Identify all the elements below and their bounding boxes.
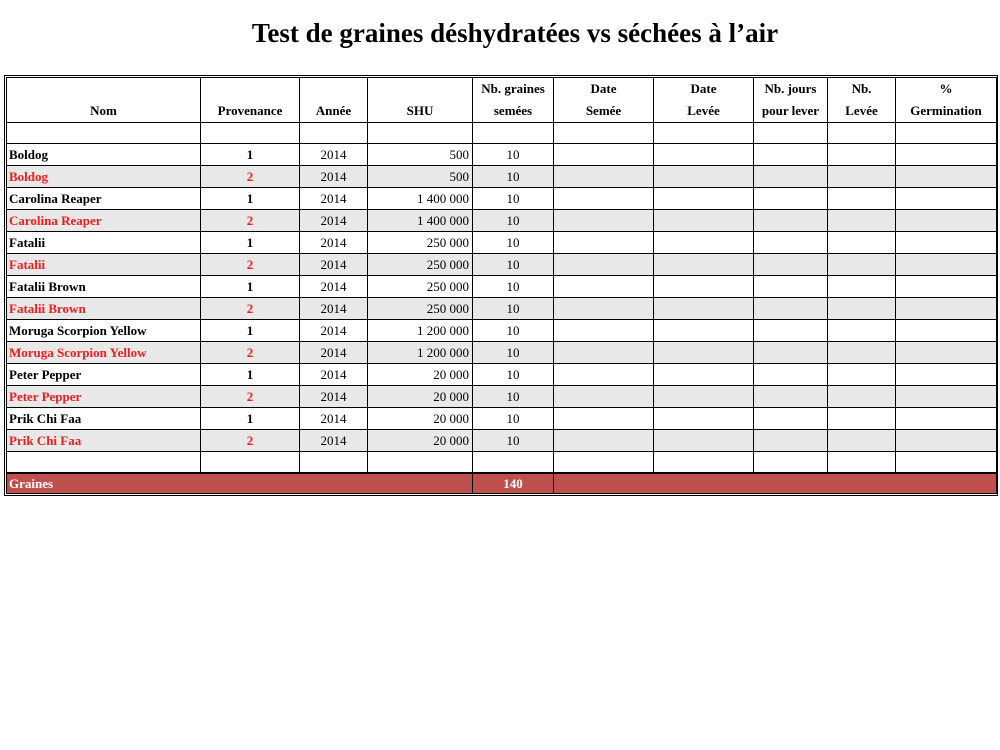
cell-germination xyxy=(896,188,997,210)
cell-nb-graines: 10 xyxy=(473,166,554,188)
cell-nb-jours xyxy=(754,430,828,452)
cell-nb-graines: 10 xyxy=(473,210,554,232)
cell-nom: Prik Chi Faa xyxy=(7,408,201,430)
cell-annee: 2014 xyxy=(300,386,368,408)
cell-nb-levee xyxy=(828,298,896,320)
cell-date-levee xyxy=(654,276,754,298)
cell-date-levee xyxy=(654,166,754,188)
cell-shu: 1 400 000 xyxy=(368,188,473,210)
cell-date-semee xyxy=(554,254,654,276)
column-header-line xyxy=(302,78,365,100)
cell-nb-levee xyxy=(828,144,896,166)
cell-annee: 2014 xyxy=(300,408,368,430)
table-row xyxy=(7,342,997,364)
cell-nb-jours xyxy=(754,188,828,210)
cell-nb-jours xyxy=(754,320,828,342)
cell-nb-graines: 10 xyxy=(473,320,554,342)
table-row xyxy=(7,298,997,320)
column-header-line: Nb. graines xyxy=(481,81,545,96)
cell-provenance: 1 xyxy=(201,364,300,386)
empty-cell xyxy=(896,452,997,474)
table-row xyxy=(7,320,997,342)
column-header-provenance xyxy=(201,78,300,123)
cell-nb-graines: 10 xyxy=(473,342,554,364)
cell-nb-levee xyxy=(828,210,896,232)
empty-cell xyxy=(7,452,201,474)
cell-nb-levee xyxy=(828,320,896,342)
column-header-line xyxy=(9,78,198,100)
column-header-date-semee xyxy=(554,78,654,123)
cell-germination xyxy=(896,254,997,276)
total-row xyxy=(7,473,997,494)
cell-shu: 250 000 xyxy=(368,298,473,320)
cell-annee: 2014 xyxy=(300,188,368,210)
cell-nb-graines: 10 xyxy=(473,408,554,430)
cell-date-semee xyxy=(554,342,654,364)
table-row xyxy=(7,430,997,452)
column-header-line xyxy=(203,78,297,100)
column-header-nb-graines xyxy=(473,78,554,123)
cell-provenance: 2 xyxy=(201,166,300,188)
cell-germination xyxy=(896,166,997,188)
cell-date-levee xyxy=(654,320,754,342)
cell-nb-levee xyxy=(828,232,896,254)
cell-annee: 2014 xyxy=(300,166,368,188)
table-row xyxy=(7,144,997,166)
cell-nb-levee xyxy=(828,364,896,386)
cell-germination xyxy=(896,386,997,408)
cell-germination xyxy=(896,276,997,298)
empty-cell xyxy=(828,452,896,474)
cell-annee: 2014 xyxy=(300,254,368,276)
cell-date-levee xyxy=(654,298,754,320)
cell-annee: 2014 xyxy=(300,210,368,232)
cell-provenance: 1 xyxy=(201,320,300,342)
cell-date-levee xyxy=(654,254,754,276)
empty-cell xyxy=(754,452,828,474)
empty-cell xyxy=(754,123,828,144)
cell-nom: Moruga Scorpion Yellow xyxy=(7,320,201,342)
cell-date-levee xyxy=(654,342,754,364)
table-body xyxy=(7,123,997,494)
empty-cell xyxy=(368,452,473,474)
column-header-line: Germination xyxy=(910,103,982,118)
cell-nom: Carolina Reaper xyxy=(7,188,201,210)
empty-cell xyxy=(473,452,554,474)
cell-annee: 2014 xyxy=(300,430,368,452)
cell-shu: 250 000 xyxy=(368,254,473,276)
cell-date-levee xyxy=(654,408,754,430)
cell-date-levee xyxy=(654,386,754,408)
cell-nb-jours xyxy=(754,144,828,166)
cell-nb-levee xyxy=(828,430,896,452)
header-row xyxy=(7,78,997,123)
cell-nom: Peter Pepper xyxy=(7,364,201,386)
column-header-line: Provenance xyxy=(217,103,283,118)
cell-date-levee xyxy=(654,232,754,254)
table-row xyxy=(7,364,997,386)
cell-germination xyxy=(896,342,997,364)
cell-nb-levee xyxy=(828,408,896,430)
cell-nom: Boldog xyxy=(7,166,201,188)
cell-nb-levee xyxy=(828,188,896,210)
cell-nb-graines: 10 xyxy=(473,430,554,452)
column-header-line: Nom xyxy=(90,103,117,118)
cell-nb-jours xyxy=(754,364,828,386)
empty-cell xyxy=(554,123,654,144)
cell-shu: 1 400 000 xyxy=(368,210,473,232)
cell-date-semee xyxy=(554,320,654,342)
table-row xyxy=(7,386,997,408)
empty-cell xyxy=(654,452,754,474)
cell-germination xyxy=(896,298,997,320)
table-row xyxy=(7,166,997,188)
cell-shu: 500 xyxy=(368,144,473,166)
cell-date-semee xyxy=(554,386,654,408)
column-header-line: Levée xyxy=(687,103,720,118)
cell-date-levee xyxy=(654,144,754,166)
cell-date-levee xyxy=(654,210,754,232)
total-value: 140 xyxy=(473,473,554,494)
cell-provenance: 2 xyxy=(201,298,300,320)
column-header-line: % xyxy=(939,81,953,96)
column-header-line: Date xyxy=(690,81,717,96)
cell-nb-graines: 10 xyxy=(473,144,554,166)
cell-nb-graines: 10 xyxy=(473,254,554,276)
column-header-line: Année xyxy=(315,103,352,118)
page-title: Test de graines déshydratées vs séchées à l’air xyxy=(251,18,779,48)
cell-nb-jours xyxy=(754,386,828,408)
column-header-annee xyxy=(300,78,368,123)
empty-cell xyxy=(473,123,554,144)
column-header-line: Date xyxy=(590,81,617,96)
cell-germination xyxy=(896,232,997,254)
cell-germination xyxy=(896,364,997,386)
empty-cell xyxy=(201,123,300,144)
cell-shu: 20 000 xyxy=(368,386,473,408)
cell-nb-graines: 10 xyxy=(473,386,554,408)
cell-provenance: 2 xyxy=(201,210,300,232)
table-row xyxy=(7,254,997,276)
table-row xyxy=(7,232,997,254)
cell-nb-jours xyxy=(754,276,828,298)
cell-date-semee xyxy=(554,232,654,254)
cell-annee: 2014 xyxy=(300,276,368,298)
cell-provenance: 1 xyxy=(201,408,300,430)
column-header-line xyxy=(370,78,470,100)
cell-provenance: 2 xyxy=(201,430,300,452)
cell-nb-jours xyxy=(754,232,828,254)
cell-shu: 20 000 xyxy=(368,364,473,386)
empty-cell xyxy=(300,452,368,474)
empty-cell xyxy=(896,123,997,144)
cell-germination xyxy=(896,144,997,166)
total-label: Graines xyxy=(7,473,473,494)
empty-cell xyxy=(300,123,368,144)
cell-shu: 20 000 xyxy=(368,430,473,452)
cell-nom: Carolina Reaper xyxy=(7,210,201,232)
cell-annee: 2014 xyxy=(300,232,368,254)
column-header-line: pour lever xyxy=(761,103,820,118)
total-filler xyxy=(554,473,997,494)
column-header-shu xyxy=(368,78,473,123)
cell-date-levee xyxy=(654,430,754,452)
column-header-line: Nb. jours xyxy=(764,81,817,96)
cell-nb-graines: 10 xyxy=(473,188,554,210)
cell-nb-levee xyxy=(828,386,896,408)
column-header-line: Nb. xyxy=(851,81,872,96)
cell-nom: Peter Pepper xyxy=(7,386,201,408)
cell-shu: 250 000 xyxy=(368,232,473,254)
cell-provenance: 2 xyxy=(201,342,300,364)
empty-cell xyxy=(554,452,654,474)
cell-annee: 2014 xyxy=(300,320,368,342)
cell-date-levee xyxy=(654,364,754,386)
cell-shu: 250 000 xyxy=(368,276,473,298)
table-row xyxy=(7,276,997,298)
empty-cell xyxy=(7,123,201,144)
cell-nom: Boldog xyxy=(7,144,201,166)
cell-germination xyxy=(896,320,997,342)
cell-nb-graines: 10 xyxy=(473,298,554,320)
cell-date-semee xyxy=(554,166,654,188)
cell-shu: 500 xyxy=(368,166,473,188)
empty-cell xyxy=(654,123,754,144)
cell-provenance: 1 xyxy=(201,232,300,254)
cell-nb-levee xyxy=(828,166,896,188)
cell-nb-jours xyxy=(754,298,828,320)
cell-nb-levee xyxy=(828,342,896,364)
column-header-line: Levée xyxy=(845,103,878,118)
cell-nom: Fatalii xyxy=(7,254,201,276)
column-header-nb-jours xyxy=(754,78,828,123)
blank-row-top xyxy=(7,123,997,144)
column-header-line: SHU xyxy=(406,103,434,118)
empty-cell xyxy=(828,123,896,144)
table-row xyxy=(7,188,997,210)
cell-date-semee xyxy=(554,364,654,386)
cell-nb-jours xyxy=(754,210,828,232)
cell-provenance: 1 xyxy=(201,276,300,298)
cell-nb-jours xyxy=(754,254,828,276)
cell-date-semee xyxy=(554,188,654,210)
cell-shu: 20 000 xyxy=(368,408,473,430)
cell-provenance: 1 xyxy=(201,188,300,210)
empty-cell xyxy=(201,452,300,474)
cell-provenance: 2 xyxy=(201,386,300,408)
cell-shu: 1 200 000 xyxy=(368,342,473,364)
column-header-date-levee xyxy=(654,78,754,123)
cell-germination xyxy=(896,430,997,452)
cell-annee: 2014 xyxy=(300,298,368,320)
cell-date-semee xyxy=(554,298,654,320)
cell-nom: Fatalii xyxy=(7,232,201,254)
table-row xyxy=(7,408,997,430)
cell-annee: 2014 xyxy=(300,144,368,166)
cell-germination xyxy=(896,408,997,430)
column-header-nom xyxy=(7,78,201,123)
cell-date-semee xyxy=(554,144,654,166)
blank-row-bottom xyxy=(7,452,997,474)
cell-nb-levee xyxy=(828,276,896,298)
cell-date-levee xyxy=(654,188,754,210)
cell-nom: Prik Chi Faa xyxy=(7,430,201,452)
cell-date-semee xyxy=(554,210,654,232)
cell-germination xyxy=(896,210,997,232)
cell-nom: Fatalii Brown xyxy=(7,298,201,320)
empty-cell xyxy=(368,123,473,144)
cell-nom: Fatalii Brown xyxy=(7,276,201,298)
column-header-line: Semée xyxy=(585,103,622,118)
cell-annee: 2014 xyxy=(300,364,368,386)
table-row xyxy=(7,210,997,232)
cell-nb-jours xyxy=(754,408,828,430)
cell-nb-levee xyxy=(828,254,896,276)
cell-annee: 2014 xyxy=(300,342,368,364)
cell-date-semee xyxy=(554,276,654,298)
cell-date-semee xyxy=(554,408,654,430)
cell-provenance: 1 xyxy=(201,144,300,166)
cell-nb-graines: 10 xyxy=(473,232,554,254)
cell-nb-graines: 10 xyxy=(473,364,554,386)
cell-nb-jours xyxy=(754,166,828,188)
cell-provenance: 2 xyxy=(201,254,300,276)
seed-test-table-frame xyxy=(4,75,998,496)
cell-date-semee xyxy=(554,430,654,452)
cell-shu: 1 200 000 xyxy=(368,320,473,342)
column-header-germination xyxy=(896,78,997,123)
cell-nom: Moruga Scorpion Yellow xyxy=(7,342,201,364)
cell-nb-jours xyxy=(754,342,828,364)
seed-test-table xyxy=(6,77,997,494)
column-header-nb-levee xyxy=(828,78,896,123)
column-header-line: semées xyxy=(493,103,533,118)
cell-nb-graines: 10 xyxy=(473,276,554,298)
